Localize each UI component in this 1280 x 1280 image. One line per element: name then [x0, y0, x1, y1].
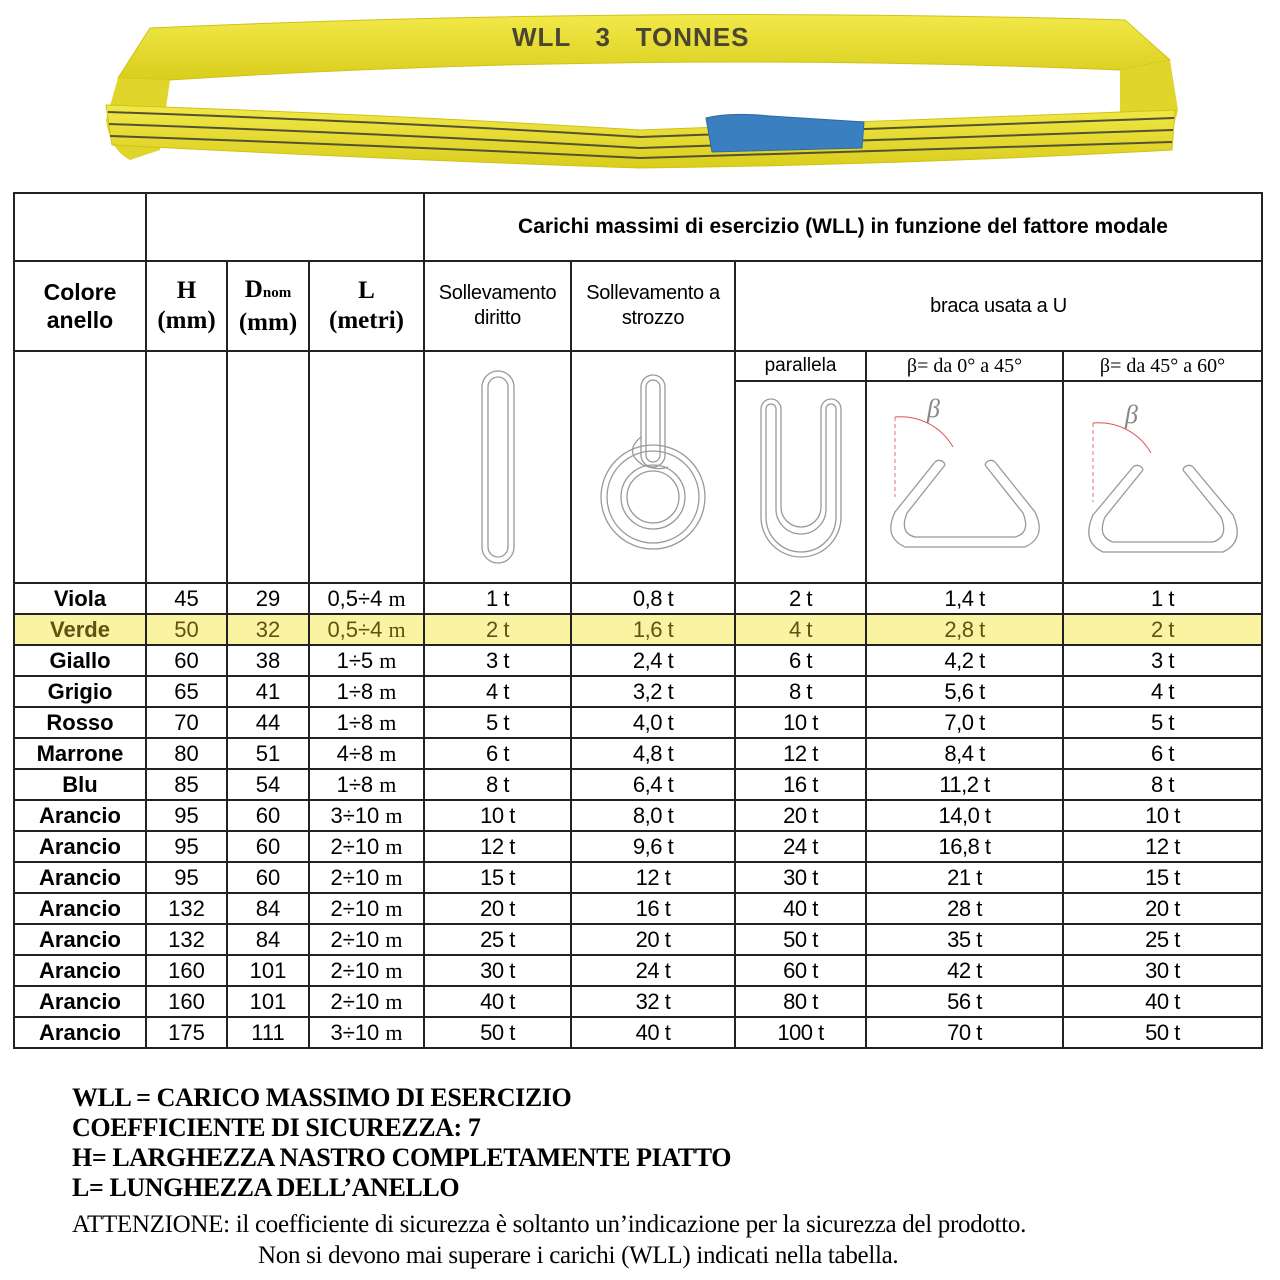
wll-spec-table	[13, 192, 1263, 1049]
cell-colore: Arancio	[14, 1017, 146, 1048]
cell-strozzo: 1,6 t	[571, 614, 735, 645]
cell-beta-0-45: 56 t	[866, 986, 1063, 1017]
note-wll: WLL = CARICO MASSIMO DI ESERCIZIO	[72, 1083, 572, 1112]
header-dnom: Dnom (mm)	[227, 261, 309, 351]
cell-diritto: 5 t	[424, 707, 571, 738]
cell-colore: Arancio	[14, 924, 146, 955]
cell-strozzo: 9,6 t	[571, 831, 735, 862]
cell-colore: Viola	[14, 583, 146, 614]
cell-parallela: 12 t	[735, 738, 866, 769]
cell-dnom: 60	[227, 862, 309, 893]
straight-sling-icon	[468, 367, 528, 567]
cell-beta-45-60: 3 t	[1063, 645, 1262, 676]
cell-parallela: 100 t	[735, 1017, 866, 1048]
cell-dnom: 51	[227, 738, 309, 769]
cell-strozzo: 4,0 t	[571, 707, 735, 738]
cell-beta-45-60: 5 t	[1063, 707, 1262, 738]
label-tag	[706, 114, 864, 152]
beta-symbol: β	[1124, 400, 1138, 429]
cell-l: 1÷5 m	[309, 645, 424, 676]
cell-colore: Verde	[14, 614, 146, 645]
cell-colore: Arancio	[14, 986, 146, 1017]
cell-beta-45-60: 20 t	[1063, 893, 1262, 924]
cell-beta-0-45: 7,0 t	[866, 707, 1063, 738]
u-angled-sling-icon	[875, 387, 1055, 577]
cell-diritto: 3 t	[424, 645, 571, 676]
cell-colore: Grigio	[14, 676, 146, 707]
cell-h: 95	[146, 831, 227, 862]
sling-print-text: WLL 3 TONNES	[512, 22, 750, 52]
table-row	[14, 1017, 1262, 1048]
table-row	[14, 707, 1262, 738]
cell-strozzo: 8,0 t	[571, 800, 735, 831]
cell-beta-0-45: 14,0 t	[866, 800, 1063, 831]
cell-parallela: 24 t	[735, 831, 866, 862]
cell-beta-45-60: 40 t	[1063, 986, 1262, 1017]
cell-dnom: 41	[227, 676, 309, 707]
cell-colore: Marrone	[14, 738, 146, 769]
cell-parallela: 4 t	[735, 614, 866, 645]
cell-diritto: 25 t	[424, 924, 571, 955]
empty-image-cell	[14, 351, 146, 583]
cell-diritto: 12 t	[424, 831, 571, 862]
table-row	[14, 738, 1262, 769]
cell-dnom: 111	[227, 1017, 309, 1048]
cell-l: 3÷10 m	[309, 800, 424, 831]
cell-beta-0-45: 21 t	[866, 862, 1063, 893]
table-row	[14, 924, 1262, 955]
cell-diritto: 6 t	[424, 738, 571, 769]
u-parallel-sling-icon	[751, 387, 851, 577]
table-row	[14, 769, 1262, 800]
cell-diritto: 20 t	[424, 893, 571, 924]
cell-h: 95	[146, 862, 227, 893]
cell-h: 160	[146, 955, 227, 986]
subheader-parallela: parallela	[735, 351, 866, 381]
table-row	[14, 583, 1262, 614]
subheader-beta-45-60: β= da 45° a 60°	[1063, 351, 1262, 381]
note-l-definition: L= LUNGHEZZA DELL’ANELLO	[72, 1173, 460, 1202]
cell-h: 85	[146, 769, 227, 800]
cell-beta-0-45: 8,4 t	[866, 738, 1063, 769]
cell-beta-45-60: 30 t	[1063, 955, 1262, 986]
cell-l: 2÷10 m	[309, 831, 424, 862]
empty-image-cell	[146, 351, 227, 583]
cell-strozzo: 40 t	[571, 1017, 735, 1048]
cell-h: 132	[146, 893, 227, 924]
empty-header-cell	[146, 193, 424, 261]
cell-dnom: 29	[227, 583, 309, 614]
cell-beta-45-60: 25 t	[1063, 924, 1262, 955]
cell-colore: Arancio	[14, 893, 146, 924]
header-h: H (mm)	[146, 261, 227, 351]
cell-dnom: 38	[227, 645, 309, 676]
cell-parallela: 80 t	[735, 986, 866, 1017]
cell-colore: Blu	[14, 769, 146, 800]
cell-beta-45-60: 50 t	[1063, 1017, 1262, 1048]
cell-colore: Arancio	[14, 800, 146, 831]
cell-diritto: 10 t	[424, 800, 571, 831]
cell-parallela: 6 t	[735, 645, 866, 676]
header-sollevamento-diritto: Sollevamento diritto	[424, 261, 571, 351]
cell-h: 65	[146, 676, 227, 707]
cell-colore: Arancio	[14, 862, 146, 893]
cell-dnom: 84	[227, 924, 309, 955]
cell-diritto: 2 t	[424, 614, 571, 645]
warning-text-2: Non si devono mai superare i carichi (WLL) indicati nella tabella.	[258, 1242, 899, 1269]
cell-diritto: 15 t	[424, 862, 571, 893]
header-colore: Colore anello	[14, 261, 146, 351]
cell-h: 50	[146, 614, 227, 645]
header-braca-u: braca usata a U	[735, 261, 1262, 351]
table-row	[14, 800, 1262, 831]
empty-image-cell	[227, 351, 309, 583]
cell-beta-0-45: 70 t	[866, 1017, 1063, 1048]
cell-l: 2÷10 m	[309, 955, 424, 986]
beta-symbol: β	[926, 394, 940, 423]
cell-diritto: 8 t	[424, 769, 571, 800]
cell-colore: Arancio	[14, 955, 146, 986]
note-h-definition: H= LARGHEZZA NASTRO COMPLETAMENTE PIATTO	[72, 1143, 732, 1172]
u-beta-45-60-diagram	[1063, 381, 1262, 583]
cell-strozzo: 2,4 t	[571, 645, 735, 676]
table-row	[14, 893, 1262, 924]
cell-l: 0,5÷4 m	[309, 614, 424, 645]
cell-beta-0-45: 42 t	[866, 955, 1063, 986]
cell-parallela: 2 t	[735, 583, 866, 614]
table-row	[14, 955, 1262, 986]
cell-parallela: 10 t	[735, 707, 866, 738]
subheader-beta-0-45: β= da 0° a 45°	[866, 351, 1063, 381]
cell-beta-0-45: 1,4 t	[866, 583, 1063, 614]
cell-strozzo: 0,8 t	[571, 583, 735, 614]
cell-dnom: 101	[227, 955, 309, 986]
cell-l: 1÷8 m	[309, 676, 424, 707]
u-parallel-diagram	[735, 381, 866, 583]
cell-parallela: 40 t	[735, 893, 866, 924]
cell-dnom: 54	[227, 769, 309, 800]
cell-beta-45-60: 4 t	[1063, 676, 1262, 707]
cell-h: 80	[146, 738, 227, 769]
cell-colore: Rosso	[14, 707, 146, 738]
cell-parallela: 60 t	[735, 955, 866, 986]
round-sling-image	[0, 0, 1280, 190]
header-l: L (metri)	[309, 261, 424, 351]
header-sollevamento-strozzo: Sollevamento a strozzo	[571, 261, 735, 351]
cell-beta-45-60: 10 t	[1063, 800, 1262, 831]
cell-l: 2÷10 m	[309, 893, 424, 924]
cell-beta-45-60: 1 t	[1063, 583, 1262, 614]
cell-beta-45-60: 6 t	[1063, 738, 1262, 769]
empty-image-cell	[309, 351, 424, 583]
cell-parallela: 16 t	[735, 769, 866, 800]
u-beta-0-45-diagram	[866, 381, 1063, 583]
cell-l: 3÷10 m	[309, 1017, 424, 1048]
cell-diritto: 50 t	[424, 1017, 571, 1048]
cell-beta-45-60: 8 t	[1063, 769, 1262, 800]
group-header: Carichi massimi di esercizio (WLL) in funzione del fattore modale	[424, 193, 1262, 261]
cell-diritto: 30 t	[424, 955, 571, 986]
cell-beta-45-60: 15 t	[1063, 862, 1262, 893]
cell-parallela: 20 t	[735, 800, 866, 831]
cell-strozzo: 4,8 t	[571, 738, 735, 769]
table-row	[14, 645, 1262, 676]
cell-dnom: 60	[227, 800, 309, 831]
cell-h: 95	[146, 800, 227, 831]
cell-strozzo: 6,4 t	[571, 769, 735, 800]
cell-beta-0-45: 35 t	[866, 924, 1063, 955]
cell-beta-0-45: 2,8 t	[866, 614, 1063, 645]
cell-dnom: 60	[227, 831, 309, 862]
cell-beta-45-60: 2 t	[1063, 614, 1262, 645]
cell-h: 45	[146, 583, 227, 614]
cell-beta-0-45: 4,2 t	[866, 645, 1063, 676]
note-safety-factor: COEFFICIENTE DI SICUREZZA: 7	[72, 1113, 481, 1142]
empty-header-cell	[14, 193, 146, 261]
cell-strozzo: 32 t	[571, 986, 735, 1017]
cell-colore: Giallo	[14, 645, 146, 676]
cell-h: 70	[146, 707, 227, 738]
cell-strozzo: 20 t	[571, 924, 735, 955]
choke-lift-diagram	[571, 351, 735, 583]
cell-dnom: 84	[227, 893, 309, 924]
cell-h: 160	[146, 986, 227, 1017]
cell-h: 132	[146, 924, 227, 955]
data-rows	[14, 583, 1262, 1048]
cell-parallela: 30 t	[735, 862, 866, 893]
table-row	[14, 986, 1262, 1017]
u-angled-sling-icon	[1073, 387, 1253, 577]
cell-dnom: 101	[227, 986, 309, 1017]
cell-strozzo: 3,2 t	[571, 676, 735, 707]
cell-strozzo: 24 t	[571, 955, 735, 986]
cell-strozzo: 12 t	[571, 862, 735, 893]
table-row	[14, 676, 1262, 707]
straight-lift-diagram	[424, 351, 571, 583]
table-row	[14, 831, 1262, 862]
cell-l: 2÷10 m	[309, 862, 424, 893]
cell-l: 1÷8 m	[309, 769, 424, 800]
cell-l: 4÷8 m	[309, 738, 424, 769]
cell-l: 2÷10 m	[309, 986, 424, 1017]
cell-beta-0-45: 28 t	[866, 893, 1063, 924]
cell-colore: Arancio	[14, 831, 146, 862]
cell-h: 175	[146, 1017, 227, 1048]
cell-dnom: 32	[227, 614, 309, 645]
cell-diritto: 1 t	[424, 583, 571, 614]
product-photo	[0, 0, 1280, 190]
cell-parallela: 8 t	[735, 676, 866, 707]
cell-diritto: 40 t	[424, 986, 571, 1017]
cell-beta-0-45: 16,8 t	[866, 831, 1063, 862]
cell-beta-0-45: 11,2 t	[866, 769, 1063, 800]
cell-h: 60	[146, 645, 227, 676]
cell-l: 2÷10 m	[309, 924, 424, 955]
table-row	[14, 862, 1262, 893]
cell-parallela: 50 t	[735, 924, 866, 955]
cell-l: 0,5÷4 m	[309, 583, 424, 614]
cell-strozzo: 16 t	[571, 893, 735, 924]
cell-beta-0-45: 5,6 t	[866, 676, 1063, 707]
choke-sling-icon	[593, 367, 713, 567]
cell-diritto: 4 t	[424, 676, 571, 707]
table-row-highlighted	[14, 614, 1262, 645]
cell-l: 1÷8 m	[309, 707, 424, 738]
cell-beta-45-60: 12 t	[1063, 831, 1262, 862]
cell-dnom: 44	[227, 707, 309, 738]
warning-text: ATTENZIONE: il coefficiente di sicurezza è soltanto un’indicazione per la sicurezza del prodotto.	[72, 1211, 1027, 1238]
notes-section	[72, 1083, 1026, 1271]
